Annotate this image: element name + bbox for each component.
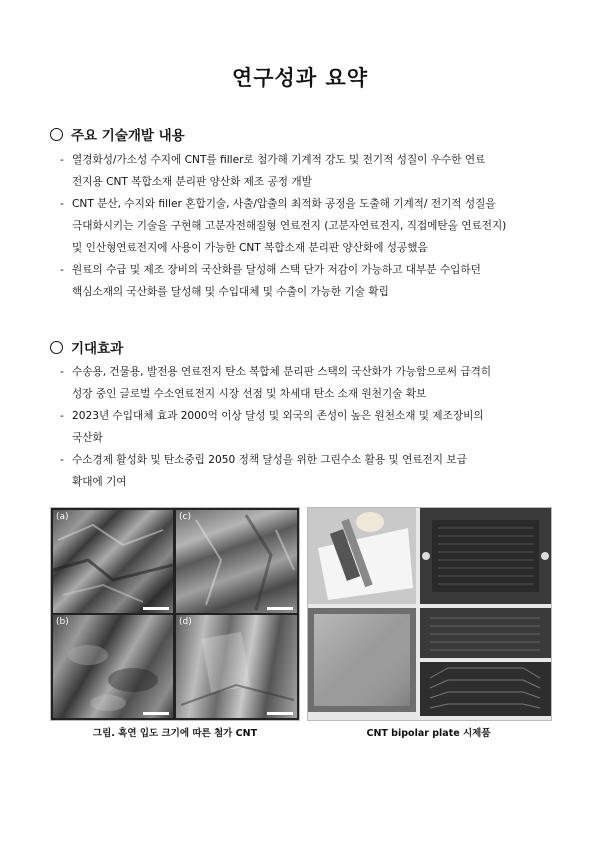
sem-texture-d [176, 615, 297, 718]
panel-label-d: (d) [179, 617, 192, 627]
list-line: 전지용 CNT 복합소재 분리판 양산화 제조 공정 개발 [72, 176, 312, 188]
list-line: 국산화 [72, 432, 103, 444]
bipolar-plate-photos [308, 508, 551, 720]
panel-label-c: (c) [179, 512, 191, 522]
list-line: 핵심소재의 국산화를 달성해 및 수입대체 및 수출이 가능한 기술 확립 [72, 286, 389, 298]
section-heading-effects: 기대효과 [50, 337, 123, 357]
list-item [60, 405, 560, 449]
sem-texture-c [176, 510, 297, 613]
dash-icon: - [60, 410, 64, 422]
sem-image-figure [50, 507, 300, 721]
effects-bullet-list [60, 361, 560, 493]
figure-caption-left: 그림. 흑연 입도 크기에 따른 첨가 CNT [92, 728, 258, 739]
list-line: 수소경제 활성화 및 탄소중립 2050 정책 달성을 위한 그린수소 활용 및 연료전지 보급 [72, 454, 467, 466]
list-line: 2023년 수입대체 효과 2000억 이상 달성 및 외국의 존성이 높은 원천소재 및 제조장비의 [72, 410, 484, 422]
list-line: 및 인산형연료전지에 사용이 가능한 CNT 복합소재 분리판 양산화에 성공했음 [72, 242, 428, 254]
figure-caption-right: CNT bipolar plate 시제품 [366, 728, 491, 739]
list-line: 성장 중인 글로벌 수소연료전지 시장 선점 및 차세대 탄소 소재 원천기술 확보 [72, 388, 427, 400]
list-item [60, 149, 560, 193]
scale-bar [143, 607, 169, 610]
bipolar-plate-photo-figure [307, 507, 552, 721]
dash-icon: - [60, 154, 64, 166]
panel-label-b: (b) [56, 617, 69, 627]
list-line: 극대화시키는 기술을 구현해 고분자전해질형 연료전지 (고분자연료전지, 직접메탄올 연료전지) [72, 220, 507, 232]
list-line: 원료의 수급 및 제조 장비의 국산화를 달성해 스택 단가 저감이 가능하고 대부분 수입하던 [72, 264, 481, 276]
scale-bar [267, 607, 293, 610]
list-line: CNT 분산, 수지와 filler 혼합기술, 사출/압출의 최적화 공정을 도출해 기계적/ 전기적 성질을 [72, 198, 496, 210]
section-heading-tech: 주요 기술개발 내용 [50, 124, 185, 144]
list-line: 열경화성/가소성 수지에 CNT를 filler로 첨가해 기계적 강도 및 전기적 성질이 우수한 연료 [72, 154, 486, 166]
list-item [60, 361, 560, 405]
list-line: 수송용, 건물용, 발전용 연료전지 탄소 복합체 분리판 스택의 국산화가 가능함으로써 급격히 [72, 366, 492, 378]
sem-panel-d [176, 615, 297, 718]
dash-icon: - [60, 366, 64, 378]
dash-icon: - [60, 264, 64, 276]
scale-bar [267, 712, 293, 715]
list-item [60, 193, 560, 259]
sem-texture-a [53, 510, 173, 613]
dash-icon: - [60, 198, 64, 210]
circle-bullet-icon [50, 341, 63, 354]
tech-bullet-list [60, 149, 560, 303]
scale-bar [143, 712, 169, 715]
sem-panel-b [53, 615, 173, 718]
sem-texture-b [53, 615, 173, 718]
panel-label-a: (a) [56, 512, 69, 522]
dash-icon: - [60, 454, 64, 466]
circle-bullet-icon [50, 128, 63, 141]
sem-panel-a [53, 510, 173, 613]
sem-panel-c [176, 510, 297, 613]
page-title: 연구성과 요약 [231, 66, 369, 90]
list-item [60, 259, 560, 303]
list-line: 확대에 기여 [72, 476, 127, 488]
list-item [60, 449, 560, 493]
